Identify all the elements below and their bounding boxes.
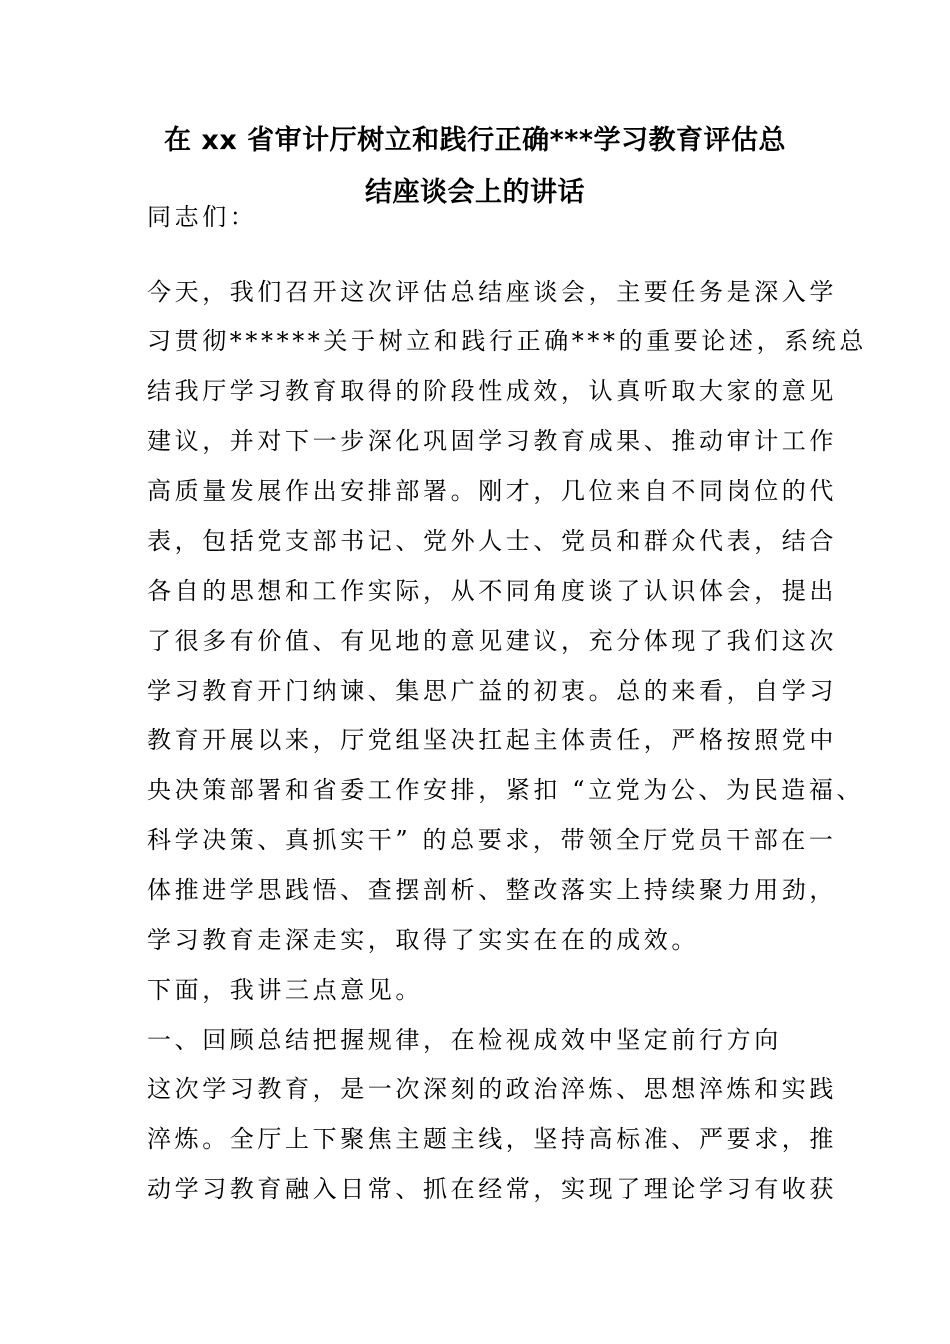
document-title-line-1: 在 xx 省审计厅树立和践行正确***学习教育评估总 — [164, 125, 786, 156]
salutation-line: 同志们： — [147, 203, 258, 231]
body-line-7: 各自的思想和工作实际，从不同角度谈了认识体会，提出 — [147, 577, 837, 605]
body-line-12: 科学决策、真抓实干” 的总要求，带领全厅党员干部在一 — [147, 826, 837, 854]
body-line-4: 建议，并对下一步深化巩固学习教育成果、推动审计工作 — [147, 427, 837, 455]
body-line-13: 体推进学思践悟、查摆剖析、整改落实上持续聚力用劲， — [147, 876, 837, 904]
body-line-10: 教育开展以来，厅党组坚决扛起主体责任，严格按照党中 — [147, 726, 837, 754]
body-line-15: 下面，我讲三点意见。 — [147, 976, 423, 1004]
body-line-5: 高质量发展作出安排部署。刚才，几位来自不同岗位的代 — [147, 477, 837, 505]
section-heading-1: 一、回顾总结把握规律，在检视成效中坚定前行方向 — [147, 1026, 782, 1054]
body-line-2: 习贯彻******关于树立和践行正确***的重要论述，系统总 — [147, 327, 867, 355]
body-line-1: 今天，我们召开这次评估总结座谈会，主要任务是深入学 — [147, 278, 837, 306]
body-line-11: 央决策部署和省委工作安排，紧扣 “立党为公、为民造福、 — [147, 776, 865, 804]
body-line-18: 淬炼。全厅上下聚焦主题主线，坚持高标准、严要求，推 — [147, 1125, 837, 1153]
body-line-6: 表，包括党支部书记、党外人士、党员和群众代表，结合 — [147, 527, 837, 555]
body-line-3: 结我厅学习教育取得的阶段性成效，认真听取大家的意见 — [147, 377, 837, 405]
body-line-8: 了很多有价值、有见地的意见建议，充分体现了我们这次 — [147, 627, 837, 655]
document-title-line-2: 结座谈会上的讲话 — [365, 177, 585, 208]
body-line-17: 这次学习教育，是一次深刻的政治淬炼、思想淬炼和实践 — [147, 1075, 837, 1103]
body-line-19: 动学习教育融入日常、抓在经常，实现了理论学习有收获 — [147, 1175, 837, 1203]
body-line-14: 学习教育走深走实，取得了实实在在的成效。 — [147, 926, 699, 954]
body-line-9: 学习教育开门纳谏、集思广益的初衷。总的来看，自学习 — [147, 677, 837, 705]
